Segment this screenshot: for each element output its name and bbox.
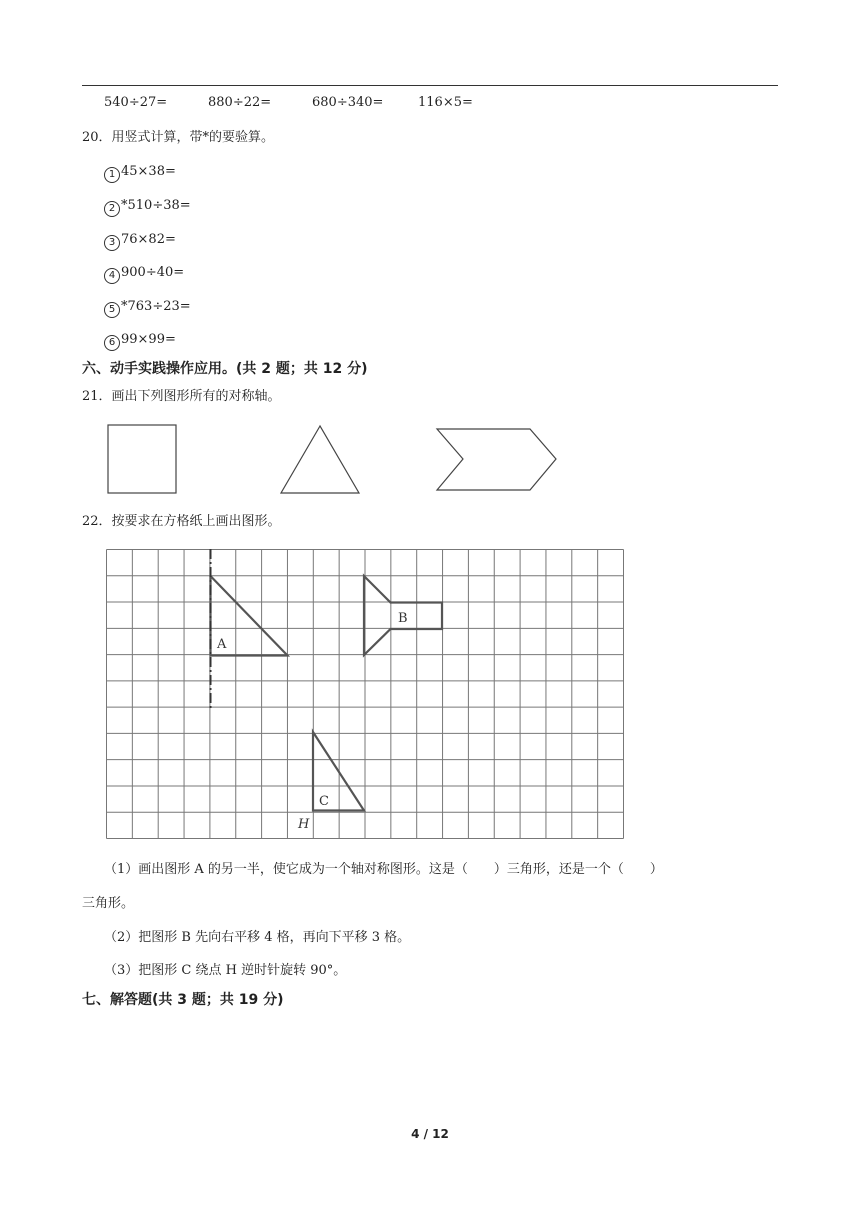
triangle-shape xyxy=(281,426,359,493)
page-number: 4 / 12 xyxy=(411,1127,449,1141)
item-text: *510÷38= xyxy=(121,198,191,213)
circled-number: 6 xyxy=(104,335,120,351)
section-7-heading: 七、解答题(共 3 题；共 19 分) xyxy=(82,992,284,1008)
item-text: 900÷40= xyxy=(121,265,185,280)
item-text: 76×82= xyxy=(121,232,176,247)
question-21-title: 21．画出下列图形所有的对称轴。 xyxy=(82,389,281,404)
item-text: 99×99= xyxy=(121,332,176,347)
question-22-title: 22．按要求在方格纸上画出图形。 xyxy=(82,514,281,529)
section-6-heading: 六、动手实践操作应用。(共 2 题；共 12 分) xyxy=(82,361,368,377)
calc-item: 880÷22= xyxy=(208,95,272,110)
symmetry-shapes xyxy=(0,0,860,520)
question-20-title: 20．用竖式计算，带*的要验算。 xyxy=(82,130,275,145)
q22-part3: （3）把图形 C 绕点 H 逆时针旋转 90°。 xyxy=(104,963,347,978)
q22-part2: （2）把图形 B 先向右平移 4 格，再向下平移 3 格。 xyxy=(104,930,411,945)
label-c: C xyxy=(319,794,329,809)
item-text: *763÷23= xyxy=(121,299,191,314)
grid-paper xyxy=(106,549,624,839)
square-shape xyxy=(108,425,176,493)
circled-number: 4 xyxy=(104,268,120,284)
label-b: B xyxy=(398,611,408,626)
item-text: 45×38= xyxy=(121,164,176,179)
q22-part1-line1: （1）画出图形 A 的另一半，使它成为一个轴对称图形。这是（ ）三角形，还是一个（ ） xyxy=(104,862,663,877)
circled-number: 3 xyxy=(104,235,120,251)
circled-number: 1 xyxy=(104,167,120,183)
circled-number: 5 xyxy=(104,302,120,318)
label-a: A xyxy=(217,637,227,652)
circled-number: 2 xyxy=(104,201,120,217)
arrow-shape xyxy=(437,429,556,490)
q22-part1-line2: 三角形。 xyxy=(82,896,135,911)
calc-item: 116×5= xyxy=(418,95,473,110)
calc-item: 540÷27= xyxy=(104,95,168,110)
label-h: H xyxy=(298,817,310,832)
calc-item: 680÷340= xyxy=(312,95,384,110)
